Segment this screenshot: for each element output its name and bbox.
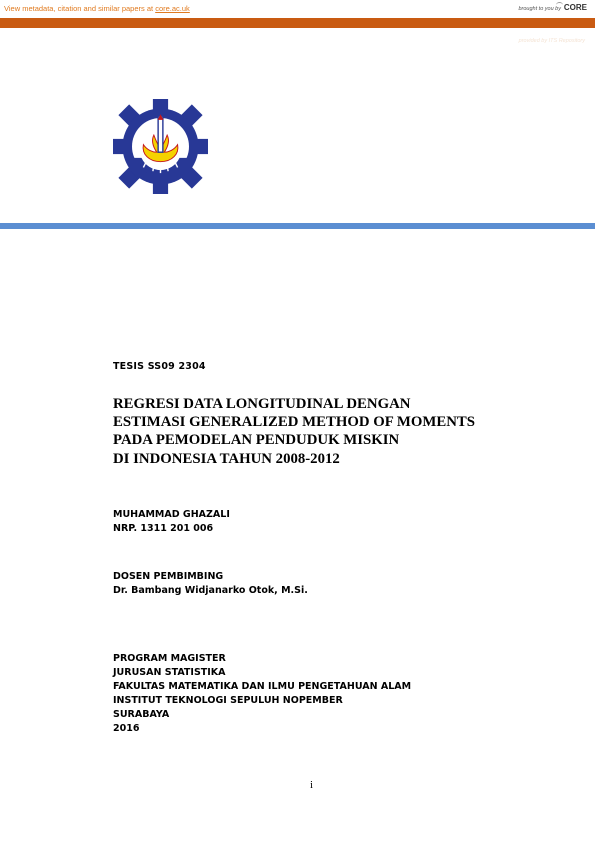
institution-block bbox=[113, 652, 411, 736]
core-logo-icon bbox=[556, 2, 563, 8]
title-line: ESTIMASI GENERALIZED METHOD OF MOMENTS bbox=[113, 414, 476, 431]
advisor-name: Dr. Bambang Widjanarko Otok, M.Si. bbox=[113, 585, 308, 596]
author-name: MUHAMMAD GHAZALI bbox=[113, 509, 230, 520]
core-logo[interactable] bbox=[564, 3, 587, 12]
author-nrp: NRP. 1311 201 006 bbox=[113, 523, 214, 534]
brought-by-text: brought to you by bbox=[518, 6, 561, 12]
core-link-prefix: View metadata, citation and similar papers at bbox=[4, 4, 154, 13]
thesis-code: TESIS SS09 2304 bbox=[113, 361, 206, 372]
core-metadata-link[interactable] bbox=[4, 4, 190, 13]
institution-line: PROGRAM MAGISTER bbox=[113, 653, 226, 664]
author-block bbox=[113, 508, 230, 536]
title-line: PADA PEMODELAN PENDUDUK MISKIN bbox=[113, 432, 400, 449]
repository-strip bbox=[0, 18, 595, 44]
institution-line: JURUSAN STATISTIKA bbox=[113, 667, 226, 678]
institution-year: 2016 bbox=[113, 723, 140, 734]
torch-stem bbox=[158, 116, 163, 152]
core-logo-text: CORE bbox=[563, 3, 587, 12]
advisor-heading: DOSEN PEMBIMBING bbox=[113, 571, 224, 582]
advisor-block bbox=[113, 570, 308, 598]
core-ac-uk-link[interactable]: core.ac.uk bbox=[155, 4, 190, 13]
title-line: REGRESI DATA LONGITUDINAL DENGAN bbox=[113, 396, 411, 412]
its-emblem-logo bbox=[113, 99, 208, 194]
institution-line: FAKULTAS MATEMATIKA DAN ILMU PENGETAHUAN ALAM bbox=[113, 681, 412, 692]
provided-by-text: provided by ITS Repository bbox=[518, 37, 585, 44]
institution-line: SURABAYA bbox=[113, 709, 170, 720]
core-banner bbox=[0, 0, 595, 18]
institution-line: INSTITUT TEKNOLOGI SEPULUH NOPEMBER bbox=[113, 695, 343, 706]
title-line: DI INDONESIA TAHUN 2008-2012 bbox=[113, 450, 340, 467]
page-number: i bbox=[310, 779, 314, 791]
thesis-title bbox=[113, 395, 475, 468]
section-divider bbox=[0, 223, 595, 229]
